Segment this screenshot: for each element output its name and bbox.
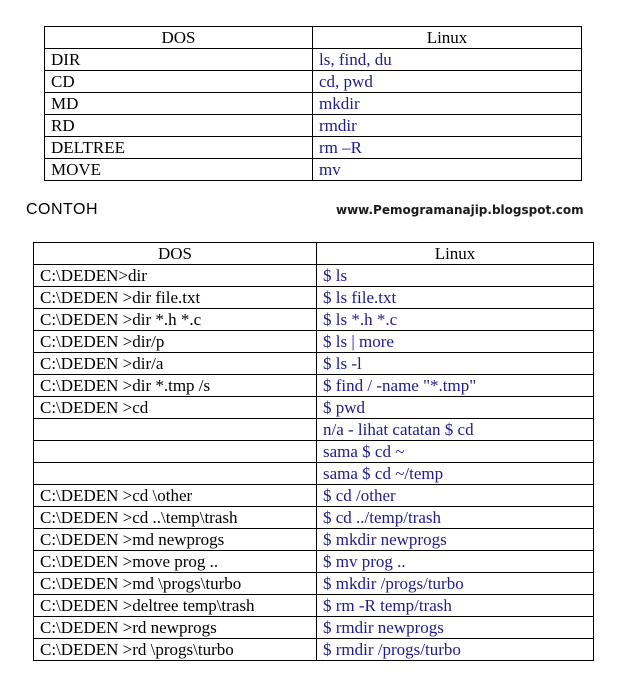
table-row <box>34 397 594 419</box>
dos-command-cell: C:\DEDEN >cd \other <box>34 485 317 507</box>
linux-command-cell: $ mv prog .. <box>317 551 594 573</box>
linux-command-cell: cd, pwd <box>313 71 582 93</box>
example-commands-table <box>33 242 594 661</box>
table-header-row <box>34 243 594 265</box>
table-header-row <box>45 27 582 49</box>
linux-command-cell: $ ls <box>317 265 594 287</box>
linux-command-cell: mv <box>313 159 582 181</box>
table-row <box>34 529 594 551</box>
header-linux: Linux <box>317 243 594 265</box>
dos-command-cell: C:\DEDEN >dir *.h *.c <box>34 309 317 331</box>
table-row <box>45 115 582 137</box>
table-row <box>34 441 594 463</box>
table-row <box>45 93 582 115</box>
dos-command-cell <box>34 419 317 441</box>
dos-command-cell: DELTREE <box>45 137 313 159</box>
dos-command-cell: C:\DEDEN >md newprogs <box>34 529 317 551</box>
dos-command-cell: C:\DEDEN >dir *.tmp /s <box>34 375 317 397</box>
table-row <box>34 551 594 573</box>
table-row <box>34 639 594 661</box>
dos-command-cell: CD <box>45 71 313 93</box>
linux-command-cell: mkdir <box>313 93 582 115</box>
linux-command-cell: $ rmdir newprogs <box>317 617 594 639</box>
linux-command-cell: $ ls | more <box>317 331 594 353</box>
table-row <box>34 573 594 595</box>
dos-command-cell: C:\DEDEN >rd \progs\turbo <box>34 639 317 661</box>
table-row <box>34 309 594 331</box>
table-row <box>34 419 594 441</box>
table-row <box>34 353 594 375</box>
example-label: CONTOH <box>26 201 99 218</box>
website-watermark: www.Pemogramanajip.blogspot.com <box>336 203 584 217</box>
dos-command-cell: C:\DEDEN >deltree temp\trash <box>34 595 317 617</box>
table-row <box>34 595 594 617</box>
dos-command-cell: C:\DEDEN >md \progs\turbo <box>34 573 317 595</box>
table-row <box>45 49 582 71</box>
table-row <box>45 137 582 159</box>
dos-command-cell <box>34 441 317 463</box>
linux-command-cell: sama $ cd ~/temp <box>317 463 594 485</box>
linux-command-cell: $ ls file.txt <box>317 287 594 309</box>
linux-command-cell: n/a - lihat catatan $ cd <box>317 419 594 441</box>
table-row <box>34 617 594 639</box>
command-comparison-table <box>44 26 582 181</box>
linux-command-cell: rmdir <box>313 115 582 137</box>
dos-command-cell: C:\DEDEN >move prog .. <box>34 551 317 573</box>
header-dos: DOS <box>45 27 313 49</box>
linux-command-cell: ls, find, du <box>313 49 582 71</box>
dos-command-cell: C:\DEDEN >rd newprogs <box>34 617 317 639</box>
dos-command-cell: C:\DEDEN >cd ..\temp\trash <box>34 507 317 529</box>
table-row <box>34 265 594 287</box>
dos-command-cell: C:\DEDEN>dir <box>34 265 317 287</box>
dos-command-cell: MD <box>45 93 313 115</box>
table-row <box>34 463 594 485</box>
table-row <box>34 485 594 507</box>
linux-command-cell: $ find / -name "*.tmp" <box>317 375 594 397</box>
dos-command-cell: C:\DEDEN >dir/p <box>34 331 317 353</box>
table-row <box>34 507 594 529</box>
linux-command-cell: $ cd /other <box>317 485 594 507</box>
linux-command-cell: $ pwd <box>317 397 594 419</box>
header-linux: Linux <box>313 27 582 49</box>
linux-command-cell: $ ls -l <box>317 353 594 375</box>
dos-command-cell: DIR <box>45 49 313 71</box>
linux-command-cell: $ mkdir /progs/turbo <box>317 573 594 595</box>
table-row <box>34 375 594 397</box>
dos-command-cell: RD <box>45 115 313 137</box>
linux-command-cell: $ ls *.h *.c <box>317 309 594 331</box>
table-row <box>34 287 594 309</box>
header-dos: DOS <box>34 243 317 265</box>
linux-command-cell: $ cd ../temp/trash <box>317 507 594 529</box>
linux-command-cell: sama $ cd ~ <box>317 441 594 463</box>
dos-command-cell: C:\DEDEN >dir file.txt <box>34 287 317 309</box>
dos-command-cell: MOVE <box>45 159 313 181</box>
linux-command-cell: $ rm -R temp/trash <box>317 595 594 617</box>
dos-command-cell <box>34 463 317 485</box>
table-row <box>45 71 582 93</box>
table-row <box>45 159 582 181</box>
linux-command-cell: $ rmdir /progs/turbo <box>317 639 594 661</box>
table-row <box>34 331 594 353</box>
dos-command-cell: C:\DEDEN >dir/a <box>34 353 317 375</box>
linux-command-cell: rm –R <box>313 137 582 159</box>
linux-command-cell: $ mkdir newprogs <box>317 529 594 551</box>
dos-command-cell: C:\DEDEN >cd <box>34 397 317 419</box>
